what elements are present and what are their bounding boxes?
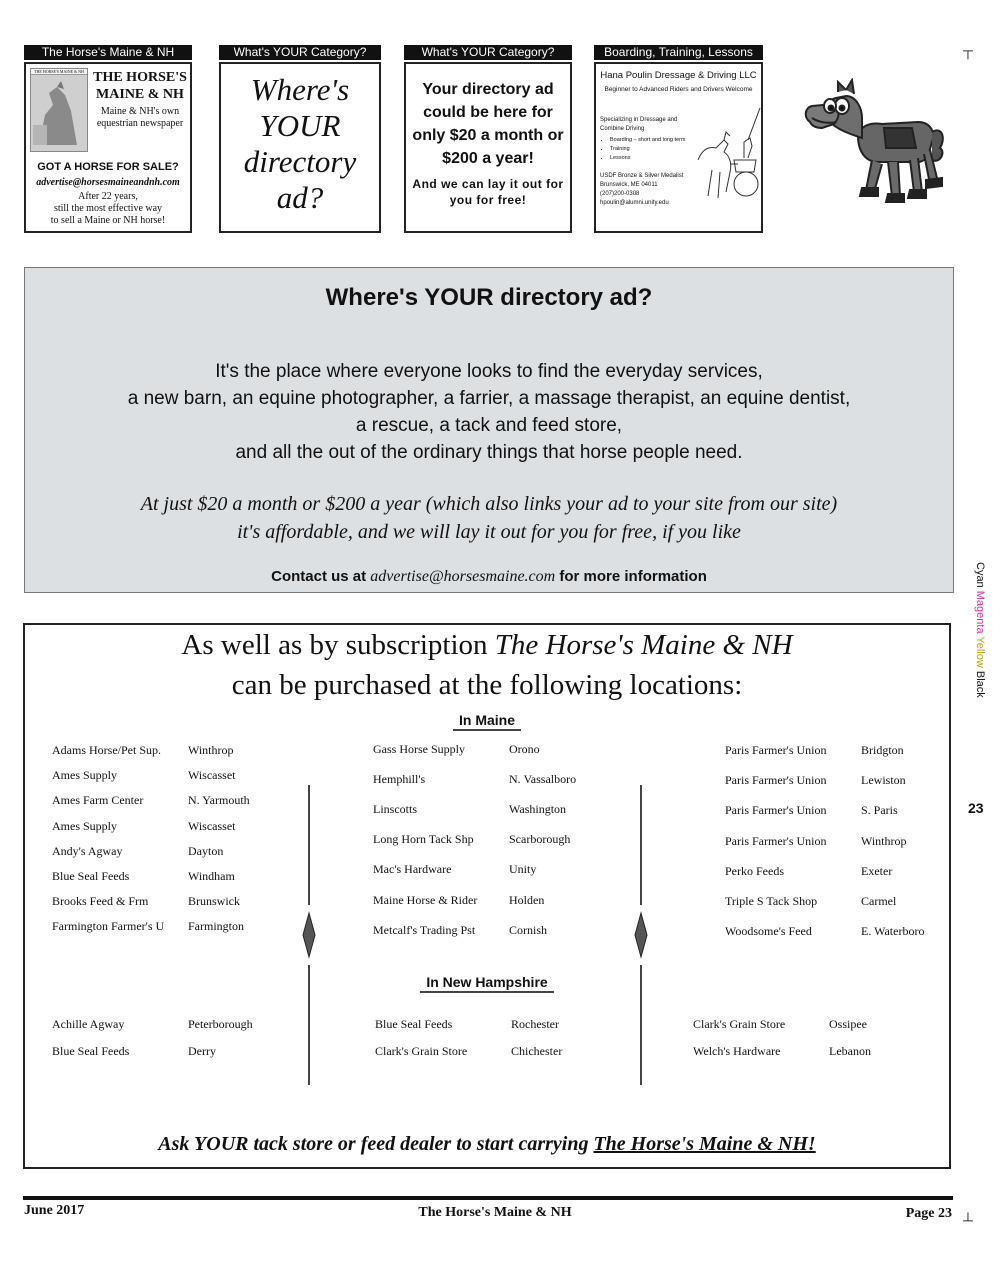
store-name: Triple S Tack Shop (725, 894, 818, 908)
column-divider-left (301, 785, 317, 1085)
promo-contact-prefix: Contact us at (271, 568, 371, 585)
cartoon-horse-icon (800, 78, 950, 208)
store-town: Holden (509, 892, 545, 907)
store-name: Clark's Grain Store (693, 1017, 786, 1031)
ad-where-is-your-ad[interactable] (219, 45, 381, 233)
store-name: Perko Feeds (725, 863, 784, 878)
ad-header: What's YOUR Category? (404, 45, 572, 60)
store-town: Orono (509, 742, 540, 756)
locations-heading (25, 625, 949, 705)
business-specialty: Specializing in Dressage and Combine Driving (600, 117, 678, 132)
service-item: • Lessons (610, 154, 700, 163)
store-name: Adams Horse/Pet Sup. (52, 743, 161, 757)
store-name: Paris Farmer's Union (725, 773, 827, 788)
store-name: Maine Horse & Rider (373, 892, 478, 907)
cover-masthead: THE HORSE'S MAINE & NH (31, 69, 87, 75)
color-registration-strip (970, 562, 990, 732)
promo-contact-suffix: for more information (555, 568, 707, 585)
store-name: Linscotts (373, 802, 417, 817)
store-name: Farmington Farmer's U (52, 919, 165, 934)
newspaper-cover-image (30, 68, 88, 152)
store-name: Paris Farmer's Union (725, 833, 827, 848)
store-name: Blue Seal Feeds (52, 869, 130, 883)
services-list (596, 136, 700, 163)
carriage-driving-icon (690, 100, 762, 220)
store-name: Gass Horse Supply (373, 742, 465, 756)
store-name: Ames Farm Center (52, 793, 144, 808)
store-town: Farmington (188, 919, 244, 934)
store-town: Wiscasset (188, 818, 236, 833)
footer-rule (23, 1196, 953, 1200)
store-town: Brunswick (188, 894, 240, 909)
store-town: Ossipee (829, 1017, 867, 1031)
footer-prefix: Ask YOUR tack store or feed dealer to start carrying (158, 1133, 594, 1155)
ad-hana-poulin[interactable] (594, 45, 763, 233)
store-town: N. Yarmouth (188, 793, 250, 808)
business-contact: USDF Bronze & Silver Medalist Brunswick, ME 04011 (207)200-0308 hpoulin@alumni.unity.edu (600, 173, 684, 206)
store-name: Woodsome's Feed (725, 924, 812, 939)
store-name: Blue Seal Feeds (52, 1043, 130, 1058)
store-town: S. Paris (861, 803, 898, 818)
heading-line2: can be purchased at the following locations: (231, 669, 743, 701)
business-name: Hana Poulin Dressage & Driving LLC (600, 70, 757, 81)
promo-pricing: At just $20 a month or $200 a year (which also links your ad to your site from our site) it's affordable, and we will lay it out for you for free, if you like (140, 493, 838, 543)
store-name: Clark's Grain Store (375, 1043, 468, 1058)
store-town: Carmel (861, 894, 897, 908)
store-town: Cornish (509, 922, 548, 937)
horse-photo-icon (31, 75, 87, 151)
ad-directory-price[interactable] (404, 45, 572, 233)
store-town: Wiscasset (188, 768, 236, 783)
store-name: Paris Farmer's Union (725, 743, 827, 757)
store-name: Blue Seal Feeds (375, 1017, 453, 1031)
heading-publication: The Horse's Maine & NH (494, 629, 793, 661)
store-town: Winthrop (861, 833, 907, 848)
ad-header: Boarding, Training, Lessons (594, 45, 763, 60)
crop-mark-bottom: ┴ (963, 1212, 973, 1228)
directory-promo-panel (24, 267, 954, 593)
locations-box (23, 623, 951, 1169)
reg-magenta: Magenta (974, 590, 986, 634)
store-town: Exeter (861, 863, 893, 878)
section-label-new-hampshire: In New Hampshire (387, 974, 587, 990)
store-name: Andy's Agway (52, 843, 123, 858)
store-town: Lebanon (829, 1043, 871, 1058)
ad-tagline: Maine & NH's own equestrian newspaper (96, 106, 184, 129)
ad-header: The Horse's Maine & NH (24, 45, 192, 60)
sale-headline: GOT A HORSE FOR SALE? (37, 161, 179, 173)
store-town: Washington (509, 802, 567, 817)
side-page-number: 23 (968, 800, 984, 816)
column-divider-right (633, 785, 649, 1085)
footer-publication: The Horse's Maine & NH! (593, 1133, 816, 1155)
store-town: Bridgton (861, 743, 904, 757)
promo-title: Where's YOUR directory ad? (325, 284, 653, 311)
ad-body: After 22 years, still the most effective way to sell a Maine or NH horse! (50, 191, 166, 226)
ad-title: THE HORSE'S MAINE & NH (93, 70, 187, 102)
store-town: Peterborough (188, 1017, 253, 1031)
store-town: Winthrop (188, 743, 234, 757)
store-name: Welch's Hardware (693, 1043, 781, 1058)
ad-text: Where's YOUR directory ad? (243, 72, 357, 215)
store-name: Achille Agway (52, 1017, 125, 1031)
ad-free-layout-text: And we can lay it out for you for free! (412, 177, 564, 207)
promo-description: It's the place where everyone looks to find the everyday services, a new barn, an equine photographer, a farrier, a massage therapist, an equine dentist, a rescue, a tack and feed store, and all the out of the ordinary things that horse people need. (127, 361, 851, 463)
store-name: Paris Farmer's Union (725, 803, 827, 818)
locations-footer (25, 1133, 949, 1156)
store-town: Derry (188, 1043, 216, 1058)
business-tagline: Beginner to Advanced Riders and Drivers Welcome (604, 86, 753, 93)
store-name: Long Horn Tack Shp (373, 832, 474, 847)
store-town: E. Waterboro (861, 924, 925, 939)
store-town: Unity (509, 862, 537, 877)
ad-email-link[interactable]: advertise@horsesmaineandnh.com (36, 177, 180, 188)
footer-page: Page 23 (905, 1206, 952, 1221)
crop-mark-top: ┬ (963, 42, 973, 58)
store-town: Chichester (511, 1043, 563, 1058)
store-town: Windham (188, 869, 235, 883)
footer-title: The Horse's Maine & NH (418, 1205, 572, 1220)
store-town: Dayton (188, 843, 224, 858)
heading-prefix: As well as by subscription (181, 629, 495, 661)
reg-yellow: Yellow (974, 636, 986, 668)
store-town: Scarborough (509, 832, 571, 847)
store-town: Rochester (511, 1017, 559, 1031)
ad-price-text: Your directory ad could be here for only $20 a month or $200 a year! (412, 81, 564, 167)
store-town: Lewiston (861, 773, 906, 788)
service-item: • Training (610, 145, 700, 154)
store-town: N. Vassalboro (509, 772, 577, 787)
promo-contact-email[interactable]: advertise@horsesmaine.com (370, 568, 556, 585)
store-name: Mac's Hardware (373, 862, 452, 877)
reg-black: Black (974, 670, 986, 698)
store-name: Hemphill's (373, 772, 426, 787)
section-label-maine: In Maine (387, 712, 587, 728)
ad-header: What's YOUR Category? (219, 45, 381, 60)
service-item: • Boarding – short and long term (610, 136, 700, 145)
store-name: Brooks Feed & Frm (52, 894, 149, 909)
ad-horses-maine[interactable] (24, 45, 192, 233)
store-name: Ames Supply (52, 768, 118, 783)
store-name: Metcalf's Trading Pst (373, 922, 476, 937)
footer-date: June 2017 (24, 1203, 85, 1218)
promo-contact (25, 568, 953, 586)
store-name: Ames Supply (52, 818, 118, 833)
reg-cyan: Cyan (974, 562, 986, 588)
